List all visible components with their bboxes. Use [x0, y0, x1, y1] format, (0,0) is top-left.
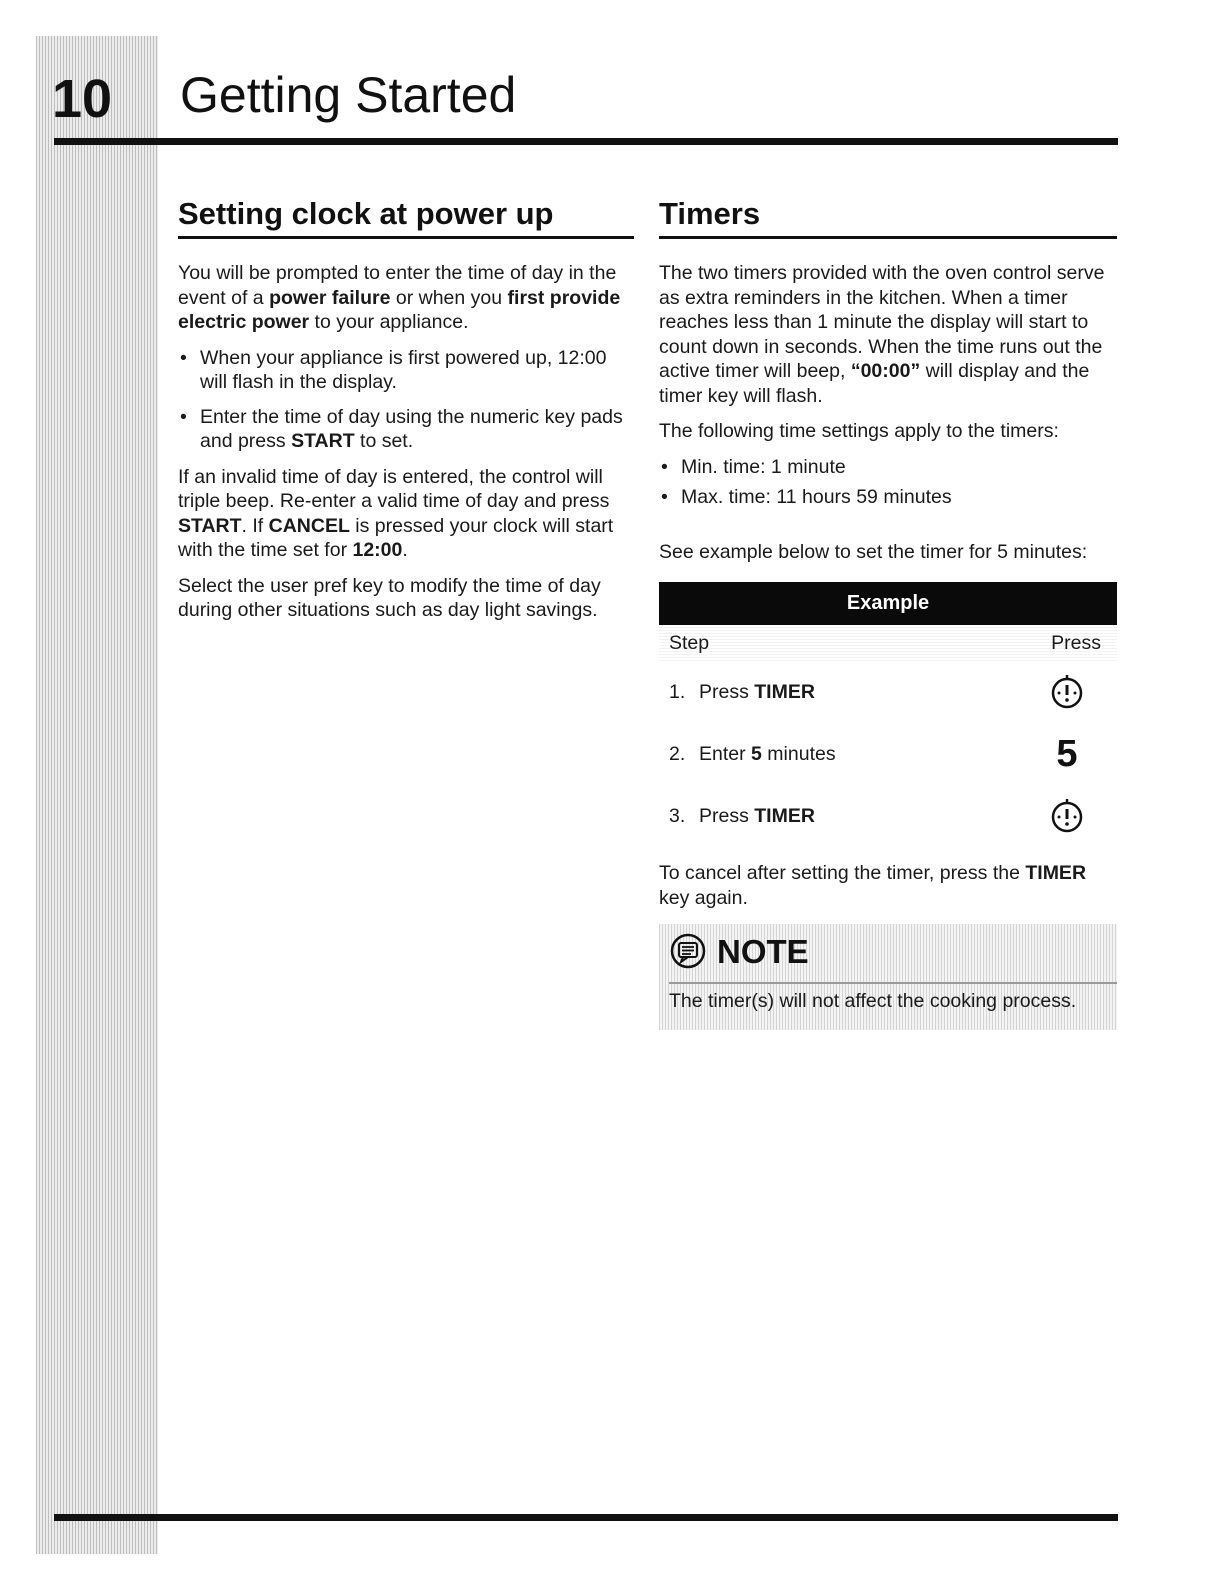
note-box	[659, 924, 1117, 1030]
example-column-headers	[659, 625, 1117, 661]
timers-intro-paragraph: The two timers provided with the oven control serve as extra reminders in the kitchen. When a timer reaches less than 1 minute the display will start to count down in seconds. When the time runs out the active timer will beep, “00:00” will display and the timer key will flash.	[659, 262, 1105, 407]
note-divider	[669, 982, 1117, 984]
step-text: 3. Press TIMER	[669, 804, 815, 827]
table-row	[659, 661, 1117, 723]
list-item: • Min. time: 1 minute	[659, 455, 1117, 480]
user-pref-paragraph: Select the user pref key to modify the time of day during other situations such as day light savings.	[178, 574, 601, 621]
column-header-step: Step	[669, 632, 710, 654]
table-row	[659, 723, 1117, 785]
left-column	[178, 196, 634, 634]
number-key-5: 5	[1056, 732, 1078, 775]
page-number: 10	[52, 69, 113, 129]
header-rule	[54, 138, 1118, 145]
clock-intro-paragraph: You will be prompted to enter the time of day in the event of a power failure or when you first provide electric power to your appliance.	[178, 262, 621, 333]
right-column	[659, 196, 1117, 1030]
note-text: The timer(s) will not affect the cooking process.	[669, 990, 1077, 1012]
section-heading-timers: Timers	[659, 196, 1117, 239]
timer-key-icon	[1047, 672, 1087, 712]
page-title: Getting Started	[180, 67, 517, 123]
table-row	[659, 785, 1117, 847]
clock-bullet-list	[178, 346, 634, 454]
step-text: 2. Enter 5 minutes	[669, 742, 836, 765]
list-item: • Max. time: 11 hours 59 minutes	[659, 485, 1117, 510]
invalid-time-paragraph: If an invalid time of day is entered, the control will triple beep. Re-enter a valid time of day and press START. If CANCEL is pressed your clock will start with the time set for 12:00.	[178, 465, 614, 561]
example-title: Example	[659, 582, 1117, 625]
timer-key-icon	[1047, 796, 1087, 836]
settings-intro: The following time settings apply to the timers:	[659, 420, 1059, 442]
example-intro: See example below to set the timer for 5 minutes:	[659, 540, 1088, 563]
note-icon	[669, 932, 717, 972]
note-title: NOTE	[669, 932, 809, 972]
example-table	[659, 582, 1117, 847]
list-item: • Enter the time of day using the numeric key pads and press START to set.	[178, 405, 634, 454]
list-item: • When your appliance is first powered up, 12:00 will flash in the display.	[178, 346, 634, 395]
footer-rule	[54, 1514, 1118, 1521]
timer-settings-list	[659, 455, 1117, 510]
column-header-press: Press	[1051, 632, 1101, 654]
step-text: 1. Press TIMER	[669, 680, 815, 703]
section-heading-clock: Setting clock at power up	[178, 196, 634, 239]
side-strip	[36, 36, 158, 1554]
cancel-paragraph: To cancel after setting the timer, press the TIMER key again.	[659, 862, 1087, 909]
